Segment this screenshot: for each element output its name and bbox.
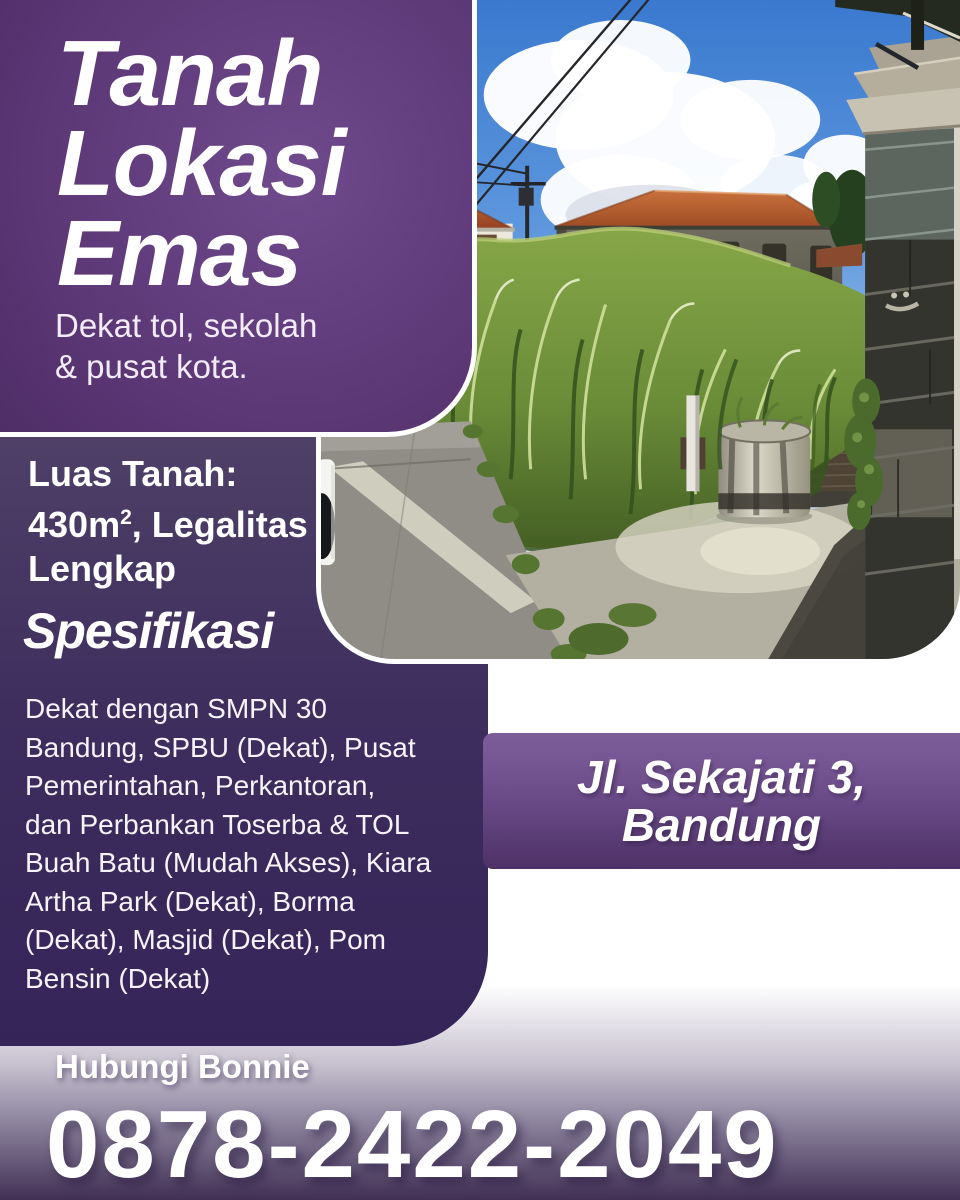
spec-line: Dekat dengan SMPN 30 [25,693,327,724]
spec-line: dan Perbankan Toserba & TOL [25,808,410,840]
subtitle-line-1: Dekat tol, sekolah [55,307,318,344]
location-line-1: Jl. Sekajati 3, [577,751,866,803]
spec-line: Bensin (Dekat) [25,962,211,994]
spec-heading: Spesifikasi [23,603,274,659]
title-line-1: Tanah [57,21,323,125]
phone-number: 0878-2422-2049 [46,1091,779,1198]
land-area-info [28,452,308,591]
spec-text [25,690,431,998]
spec-line: Artha Park (Dekat), Borma [25,885,355,917]
parked-car [321,459,335,565]
land-area-line-1: Luas Tanah: [28,453,238,494]
contact-label: Hubungi Bonnie [55,1048,310,1085]
square-meter-sup: 2 [120,506,132,529]
spec-line: Pemerintahan, Perkantoran, [25,770,376,801]
location-line-2: Bandung [621,799,822,851]
title-line-2: Lokasi [57,111,346,215]
title-line-3: Emas [57,201,302,305]
land-area-line-3: Lengkap [28,548,177,589]
location-banner [483,733,960,869]
land-area-line-2: $430m^2$, Legalitas [28,504,308,545]
spec-line: Bandung, SPBU (Dekat), Pusat [25,731,416,763]
spec-line: Buah Batu (Mudah Akses), Kiara [25,847,432,878]
subtitle-line-2: & pusat kota. [55,348,248,385]
poster-title [57,21,346,305]
headline-panel [0,0,477,437]
poster-subtitle [55,305,317,387]
spec-line: (Dekat), Masjid (Dekat), Pom [25,924,386,955]
